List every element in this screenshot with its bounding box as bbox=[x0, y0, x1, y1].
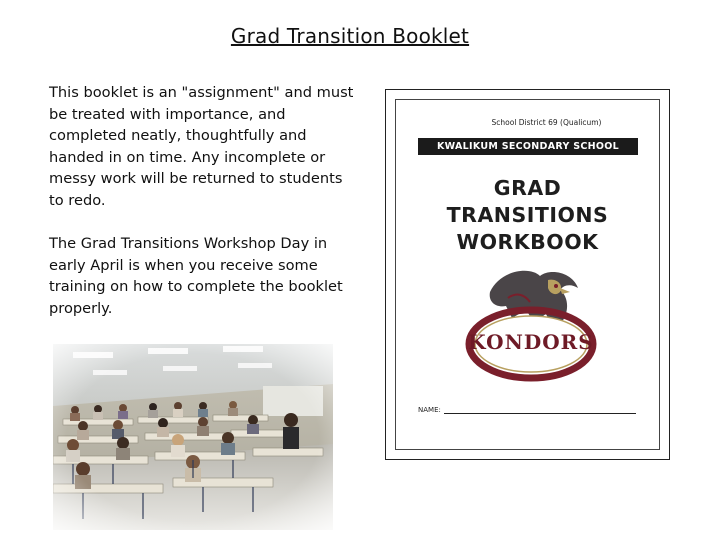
name-underline bbox=[444, 407, 636, 414]
name-label: NAME: bbox=[418, 406, 441, 414]
workshop-paragraph: The Grad Transitions Workshop Day in early April is when you receive some training on how to complete the booklet properly. bbox=[49, 235, 343, 317]
workbook-title-line3: WORKBOOK bbox=[456, 230, 599, 254]
page-title: Grad Transition Booklet bbox=[230, 24, 470, 48]
classroom-photo bbox=[53, 344, 333, 530]
logo-wordmark: KONDORS bbox=[468, 330, 594, 354]
name-field bbox=[418, 406, 636, 414]
workbook-cover bbox=[385, 89, 670, 460]
workbook-title bbox=[396, 175, 659, 256]
district-label: School District 69 (Qualicum) bbox=[491, 118, 602, 127]
cover-border bbox=[395, 99, 660, 450]
school-name-bar: KWALIKUM SECONDARY SCHOOL bbox=[418, 138, 638, 155]
assignment-paragraph: This booklet is an "assignment" and must be treated with importance, and completed neatly, thoughtfully and handed in on time. Any incomplete or messy work will be returned to students to redo. bbox=[49, 84, 354, 209]
workbook-title-line1: GRAD bbox=[493, 176, 562, 200]
kondors-logo bbox=[460, 262, 602, 387]
workbook-title-line2: TRANSITIONS bbox=[446, 203, 609, 227]
